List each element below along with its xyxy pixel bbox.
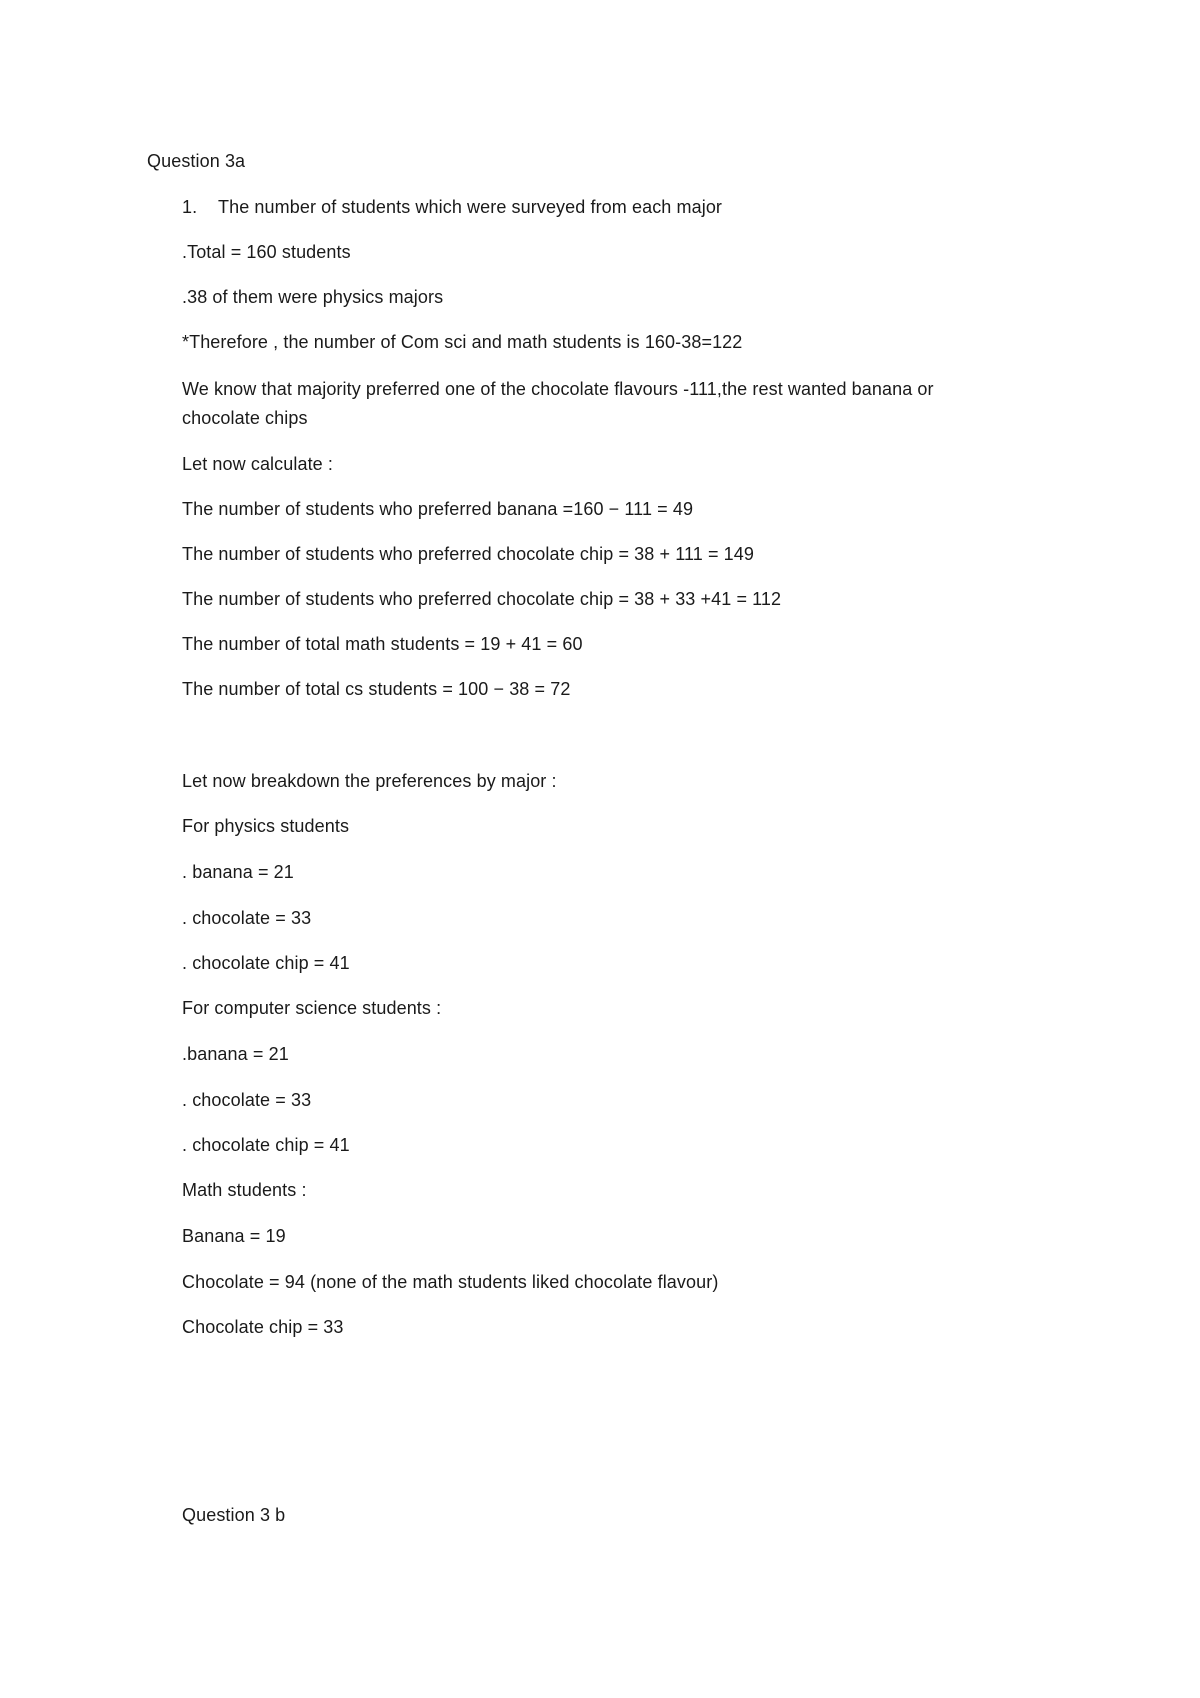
calculate-intro: Let now calculate : (182, 454, 333, 474)
physics-chocolate: . chocolate = 33 (182, 908, 312, 928)
calc-cs-line: The number of total cs students = 100 − 38 = 72 (182, 679, 571, 699)
cs-banana: .banana = 21 (182, 1044, 289, 1064)
majority-line-2: chocolate chips (182, 408, 308, 428)
list-item-1 (182, 194, 722, 220)
physics-banana: . banana = 21 (182, 862, 294, 882)
calc-chocolate-chip-line-1: The number of students who preferred chocolate chip = 38 + 111 = 149 (182, 544, 754, 564)
math-chocolate-chip: Chocolate chip = 33 (182, 1317, 344, 1337)
math-banana: Banana = 19 (182, 1226, 286, 1246)
math-chocolate: Chocolate = 94 (none of the math students liked chocolate flavour) (182, 1272, 719, 1292)
breakdown-intro: Let now breakdown the preferences by major : (182, 771, 557, 791)
physics-majors-line: .38 of them were physics majors (182, 287, 444, 307)
math-heading: Math students : (182, 1180, 307, 1200)
calc-math-line: The number of total math students = 19 + 41 = 60 (182, 634, 583, 654)
majority-line-1: We know that majority preferred one of the chocolate flavours -111,the rest wanted banana or (182, 379, 934, 399)
therefore-line: *Therefore , the number of Com sci and math students is 160-38=122 (182, 332, 743, 352)
cs-chocolate-chip: . chocolate chip = 41 (182, 1135, 350, 1155)
cs-chocolate: . chocolate = 33 (182, 1090, 312, 1110)
cs-heading: For computer science students : (182, 998, 442, 1018)
physics-heading: For physics students (182, 816, 350, 836)
list-number: 1. (182, 197, 198, 217)
calc-banana-line: The number of students who preferred banana =160 − 111 = 49 (182, 499, 694, 519)
calc-chocolate-chip-line-2: The number of students who preferred chocolate chip = 38 + 33 +41 = 112 (182, 589, 782, 609)
total-line: .Total = 160 students (182, 242, 351, 262)
question-3b-heading: Question 3 b (182, 1505, 286, 1525)
list-item-text: The number of students which were surveyed from each major (218, 197, 723, 217)
question-3a-heading: Question 3a (147, 151, 246, 171)
physics-chocolate-chip: . chocolate chip = 41 (182, 953, 350, 973)
